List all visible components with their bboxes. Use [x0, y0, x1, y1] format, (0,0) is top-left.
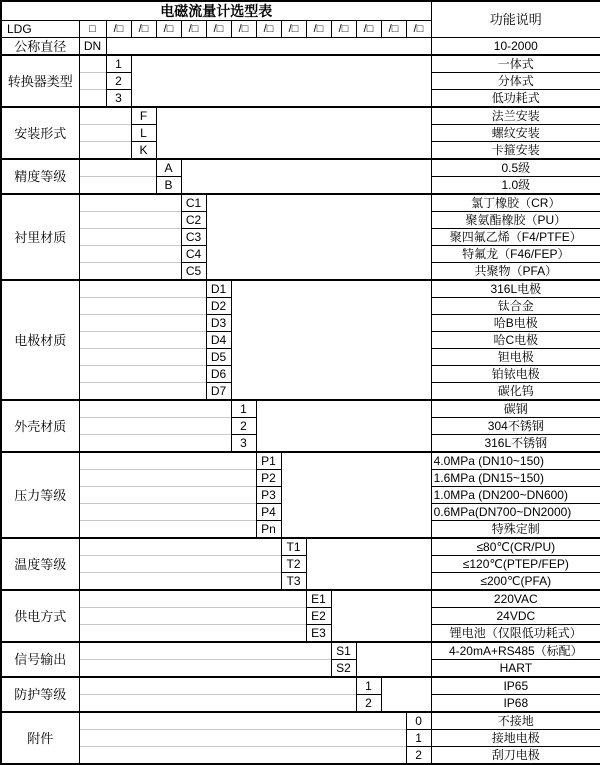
- code-cell: D1: [206, 280, 231, 298]
- code-cell: Pn: [256, 521, 281, 539]
- filler-cell: [79, 590, 306, 608]
- function-cell: 分体式: [431, 73, 600, 90]
- filler-cell: [79, 366, 206, 383]
- filler-cell: [381, 677, 431, 712]
- filler-cell: [79, 298, 206, 315]
- function-cell: HART: [431, 660, 600, 678]
- function-cell: 钛合金: [431, 298, 600, 315]
- filler-cell: [79, 625, 306, 643]
- table-row: [1, 194, 600, 212]
- table-title: 电磁流量计选型表: [1, 1, 431, 21]
- code-cell: 1: [356, 677, 381, 695]
- function-cell: 刮刀电极: [431, 747, 600, 765]
- filler-cell: [281, 452, 431, 538]
- table-row: [1, 730, 600, 747]
- table-row: [1, 556, 600, 573]
- code-cell: E1: [306, 590, 331, 608]
- filler-cell: [79, 400, 231, 418]
- code-cell: C4: [181, 246, 206, 263]
- filler-cell: [79, 573, 281, 591]
- code-cell: D7: [206, 383, 231, 401]
- code-cell: B: [156, 177, 181, 195]
- code-cell: DN: [79, 38, 106, 56]
- code-cell: S1: [331, 642, 356, 660]
- code-cell: C1: [181, 194, 206, 212]
- code-cell: T2: [281, 556, 306, 573]
- filler-cell: [79, 538, 281, 556]
- code-cell: E2: [306, 608, 331, 625]
- function-cell: 哈C电极: [431, 332, 600, 349]
- function-cell: 聚氨酯橡胶（PU）: [431, 212, 600, 229]
- table-row: [1, 712, 600, 730]
- code-cell: 1: [406, 730, 431, 747]
- function-cell: 220VAC: [431, 590, 600, 608]
- filler-cell: [356, 642, 431, 677]
- function-cell: 法兰安装: [431, 107, 600, 125]
- filler-cell: [79, 142, 131, 160]
- table-row: [1, 538, 600, 556]
- code-cell: E3: [306, 625, 331, 643]
- function-cell: 304不锈钢: [431, 418, 600, 435]
- table-row: [1, 107, 600, 125]
- code-cell: S2: [331, 660, 356, 678]
- function-cell: 特氟龙（F46/FEP）: [431, 246, 600, 263]
- filler-cell: [79, 332, 206, 349]
- function-cell: 特殊定制: [431, 521, 600, 539]
- table-row: [1, 625, 600, 643]
- code-cell: 2: [406, 747, 431, 765]
- model-slot-cell: /□: [256, 21, 281, 38]
- code-cell: D4: [206, 332, 231, 349]
- category-cell: 温度等级: [1, 538, 79, 590]
- filler-cell: [79, 73, 106, 90]
- function-cell: 4.0MPa (DN10~150): [431, 452, 600, 470]
- function-cell: 1.6MPa (DN15~150): [431, 470, 600, 487]
- code-cell: P2: [256, 470, 281, 487]
- code-cell: T1: [281, 538, 306, 556]
- function-cell: 氯丁橡胶（CR）: [431, 194, 600, 212]
- filler-cell: [231, 280, 431, 400]
- table-row: [1, 55, 600, 73]
- table-row: [1, 590, 600, 608]
- filler-cell: [79, 487, 256, 504]
- code-cell: T3: [281, 573, 306, 591]
- code-cell: C2: [181, 212, 206, 229]
- code-cell: C5: [181, 263, 206, 281]
- function-cell: 卡箍安装: [431, 142, 600, 160]
- filler-cell: [156, 107, 431, 159]
- code-cell: D6: [206, 366, 231, 383]
- code-cell: D5: [206, 349, 231, 366]
- filler-cell: [79, 212, 181, 229]
- filler-cell: [206, 194, 431, 280]
- table-row: [1, 400, 600, 418]
- function-cell: 一体式: [431, 55, 600, 73]
- table-row: [1, 660, 600, 678]
- table-row: [1, 159, 600, 177]
- filler-cell: [79, 730, 406, 747]
- code-cell: P3: [256, 487, 281, 504]
- filler-cell: [79, 246, 181, 263]
- category-cell: 防护等级: [1, 677, 79, 712]
- filler-cell: [79, 229, 181, 246]
- filler-cell: [79, 177, 156, 195]
- category-cell: 安装形式: [1, 107, 79, 159]
- function-cell: 锂电池（仅限低功耗式）: [431, 625, 600, 643]
- filler-cell: [79, 107, 131, 125]
- function-cell: IP65: [431, 677, 600, 695]
- category-cell: 压力等级: [1, 452, 79, 538]
- code-cell: P4: [256, 504, 281, 521]
- function-cell: 碳化钨: [431, 383, 600, 401]
- table-row: [1, 573, 600, 591]
- table-row: [1, 642, 600, 660]
- title-row: [1, 1, 600, 21]
- category-cell: 信号输出: [1, 642, 79, 677]
- category-cell: 转换器类型: [1, 55, 79, 107]
- code-cell: 2: [356, 695, 381, 713]
- filler-cell: [79, 747, 406, 765]
- filler-cell: [331, 590, 431, 642]
- function-cell: 0.6MPa(DN700~DN2000): [431, 504, 600, 521]
- filler-cell: [79, 556, 281, 573]
- function-cell: 哈B电极: [431, 315, 600, 332]
- filler-cell: [79, 90, 106, 108]
- filler-cell: [79, 349, 206, 366]
- model-slot-cell: /□: [356, 21, 381, 38]
- function-cell: ≤80℃(CR/PU): [431, 538, 600, 556]
- function-cell: 10-2000: [431, 38, 600, 56]
- filler-cell: [79, 452, 256, 470]
- function-cell: 1.0MPa (DN200~DN600): [431, 487, 600, 504]
- filler-cell: [79, 660, 331, 678]
- function-cell: 316L不锈钢: [431, 435, 600, 453]
- category-cell: 附件: [1, 712, 79, 764]
- function-cell: 接地电极: [431, 730, 600, 747]
- table-row: [1, 695, 600, 713]
- code-cell: 3: [106, 90, 131, 108]
- function-cell: ≤120℃(PTEP/FEP): [431, 556, 600, 573]
- filler-cell: [79, 280, 206, 298]
- model-prefix-cell: LDG: [1, 21, 79, 38]
- filler-cell: [79, 695, 356, 713]
- category-cell: 衬里材质: [1, 194, 79, 280]
- function-cell: 0.5级: [431, 159, 600, 177]
- filler-cell: [79, 521, 256, 539]
- table-row: [1, 38, 600, 56]
- category-cell: 外壳材质: [1, 400, 79, 452]
- filler-cell: [106, 38, 431, 56]
- filler-cell: [79, 55, 106, 73]
- model-slot-cell: /□: [231, 21, 256, 38]
- model-slot-cell: /□: [156, 21, 181, 38]
- filler-cell: [79, 125, 131, 142]
- code-cell: 2: [106, 73, 131, 90]
- table-row: [1, 452, 600, 470]
- function-cell: 钽电极: [431, 349, 600, 366]
- filler-cell: [79, 712, 406, 730]
- code-cell: P1: [256, 452, 281, 470]
- filler-cell: [79, 435, 231, 453]
- model-slot-cell: /□: [331, 21, 356, 38]
- filler-cell: [79, 194, 181, 212]
- function-cell: 316L电极: [431, 280, 600, 298]
- table-row: [1, 677, 600, 695]
- filler-cell: [181, 159, 431, 194]
- model-slot-cell: /□: [181, 21, 206, 38]
- filler-cell: [306, 538, 431, 590]
- model-slot-cell: /□: [306, 21, 331, 38]
- filler-cell: [79, 504, 256, 521]
- filler-cell: [79, 383, 206, 401]
- code-cell: D2: [206, 298, 231, 315]
- filler-cell: [79, 677, 356, 695]
- function-cell: 铂铱电极: [431, 366, 600, 383]
- model-slot-cell: /□: [131, 21, 156, 38]
- function-cell: 碳钢: [431, 400, 600, 418]
- code-cell: 0: [406, 712, 431, 730]
- function-cell: 24VDC: [431, 608, 600, 625]
- model-slot-cell: /□: [381, 21, 406, 38]
- filler-cell: [79, 608, 306, 625]
- model-box-cell: □: [79, 21, 106, 38]
- filler-cell: [79, 470, 256, 487]
- table-row: [1, 280, 600, 298]
- model-slot-cell: /□: [406, 21, 431, 38]
- filler-cell: [131, 55, 431, 107]
- code-cell: 3: [231, 435, 256, 453]
- code-cell: A: [156, 159, 181, 177]
- filler-cell: [79, 315, 206, 332]
- function-cell: 1.0级: [431, 177, 600, 195]
- function-cell: 低功耗式: [431, 90, 600, 108]
- function-cell: 螺纹安装: [431, 125, 600, 142]
- code-cell: D3: [206, 315, 231, 332]
- category-cell: 电极材质: [1, 280, 79, 400]
- filler-cell: [79, 159, 156, 177]
- filler-cell: [79, 418, 231, 435]
- function-header: 功能说明: [431, 1, 600, 38]
- category-cell: 公称直径: [1, 38, 79, 56]
- category-cell: 供电方式: [1, 590, 79, 642]
- filler-cell: [256, 400, 431, 452]
- code-cell: 1: [231, 400, 256, 418]
- code-cell: K: [131, 142, 156, 160]
- function-cell: 4-20mA+RS485（标配）: [431, 642, 600, 660]
- filler-cell: [79, 642, 331, 660]
- code-cell: 2: [231, 418, 256, 435]
- function-cell: ≤200℃(PFA): [431, 573, 600, 591]
- filler-cell: [79, 263, 181, 281]
- code-cell: L: [131, 125, 156, 142]
- category-cell: 精度等级: [1, 159, 79, 194]
- model-slot-cell: /□: [281, 21, 306, 38]
- code-cell: F: [131, 107, 156, 125]
- function-cell: 不接地: [431, 712, 600, 730]
- code-cell: C3: [181, 229, 206, 246]
- table-row: [1, 747, 600, 765]
- function-cell: 聚四氟乙烯（F4/PTFE）: [431, 229, 600, 246]
- model-slot-cell: /□: [206, 21, 231, 38]
- table-row: [1, 608, 600, 625]
- function-cell: 共聚物（PFA）: [431, 263, 600, 281]
- code-cell: 1: [106, 55, 131, 73]
- function-cell: IP68: [431, 695, 600, 713]
- model-slot-cell: /□: [106, 21, 131, 38]
